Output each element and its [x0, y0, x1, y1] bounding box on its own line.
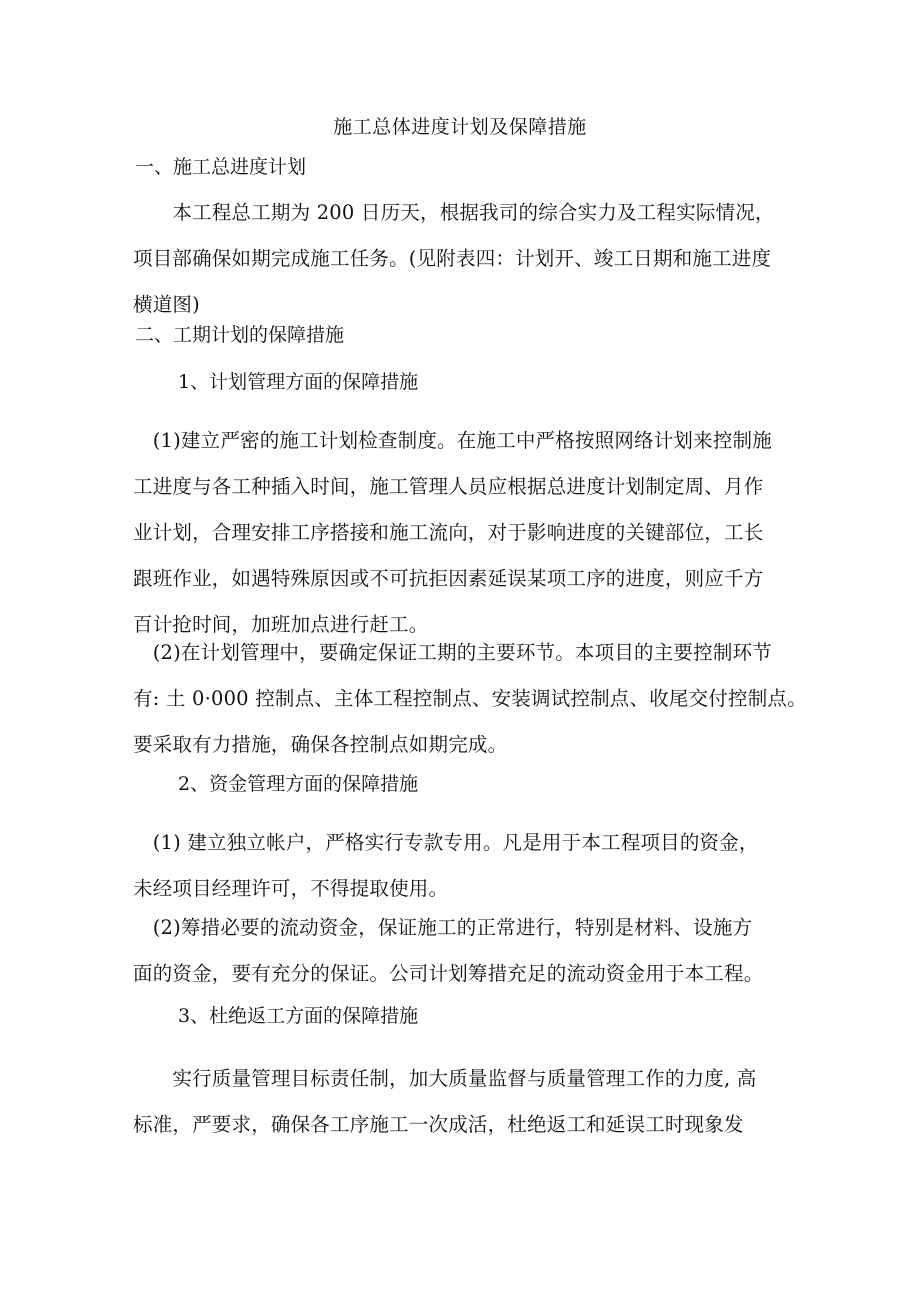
paragraph-line: (2)筹措必要的流动资金，保证施工的正常进行，特别是材料、设施方	[133, 916, 753, 939]
paragraph-line: 百计抢时间，加班加点进行赶工。	[133, 613, 429, 636]
section-heading-2: 二、工期计划的保障措施	[135, 324, 345, 346]
paragraph-line: 实行质量管理目标责任制，加大质量监督与质量管理工作的力度, 高	[133, 1067, 757, 1090]
paragraph-line: 面的资金，要有充分的保证。公司计划筹措充足的流动资金用于本工程。	[133, 962, 764, 985]
paragraph-line: 标准，严要求，确保各工序施工一次成活，杜绝返工和延误工时现象发	[133, 1113, 744, 1136]
document-title: 施工总体进度计划及保障措施	[333, 116, 587, 138]
subsection-heading-3: 3、杜绝返工方面的保障措施	[178, 1005, 419, 1027]
paragraph-line: 要采取有力措施，确保各控制点如期完成。	[133, 733, 508, 756]
subsection-heading-2: 2、资金管理方面的保障措施	[178, 773, 419, 795]
paragraph-line: 工进度与各工种插入时间，施工管理人员应根据总进度计划制定周、月作	[133, 475, 764, 498]
section-heading-1: 一、施工总进度计划	[135, 156, 307, 178]
subsection-2-paragraph-2	[133, 905, 793, 997]
subsection-3-paragraph-1	[133, 1056, 793, 1148]
subsection-2-paragraph-1	[133, 820, 793, 912]
subsection-1-paragraph-1	[133, 418, 793, 648]
paragraph-line: (1)建立严密的施工计划检查制度。在施工中严格按照网络计划来控制施	[133, 429, 772, 452]
paragraph-line: 本工程总工期为 200 日历天，根据我司的综合实力及工程实际情况，	[133, 201, 775, 224]
paragraph-line: 跟班作业，如遇特殊原因或不可抗拒因素延误某项工序的进度，则应千方	[133, 567, 764, 590]
section-1-paragraph	[133, 190, 793, 328]
subsection-1-paragraph-2	[133, 630, 807, 768]
paragraph-line: 未经项目经理许可，不得提取使用。	[133, 877, 449, 900]
paragraph-line: 有: 土 0·000 控制点、主体工程控制点、安装调试控制点、收尾交付控制点。	[133, 687, 807, 710]
paragraph-line: (2)在计划管理中，要确定保证工期的主要环节。本项目的主要控制环节	[133, 641, 772, 664]
paragraph-line: 项目部确保如期完成施工任务。(见附表四：计划开、竣工日期和施工进度	[133, 247, 772, 270]
paragraph-line: 业计划，合理安排工序搭接和施工流向，对于影响进度的关键部位，工长	[133, 521, 764, 544]
paragraph-line: 横道图)	[133, 293, 200, 316]
subsection-heading-1: 1、计划管理方面的保障措施	[178, 371, 419, 393]
paragraph-line: (1) 建立独立帐户，严格实行专款专用。凡是用于本工程项目的资金，	[133, 831, 759, 854]
